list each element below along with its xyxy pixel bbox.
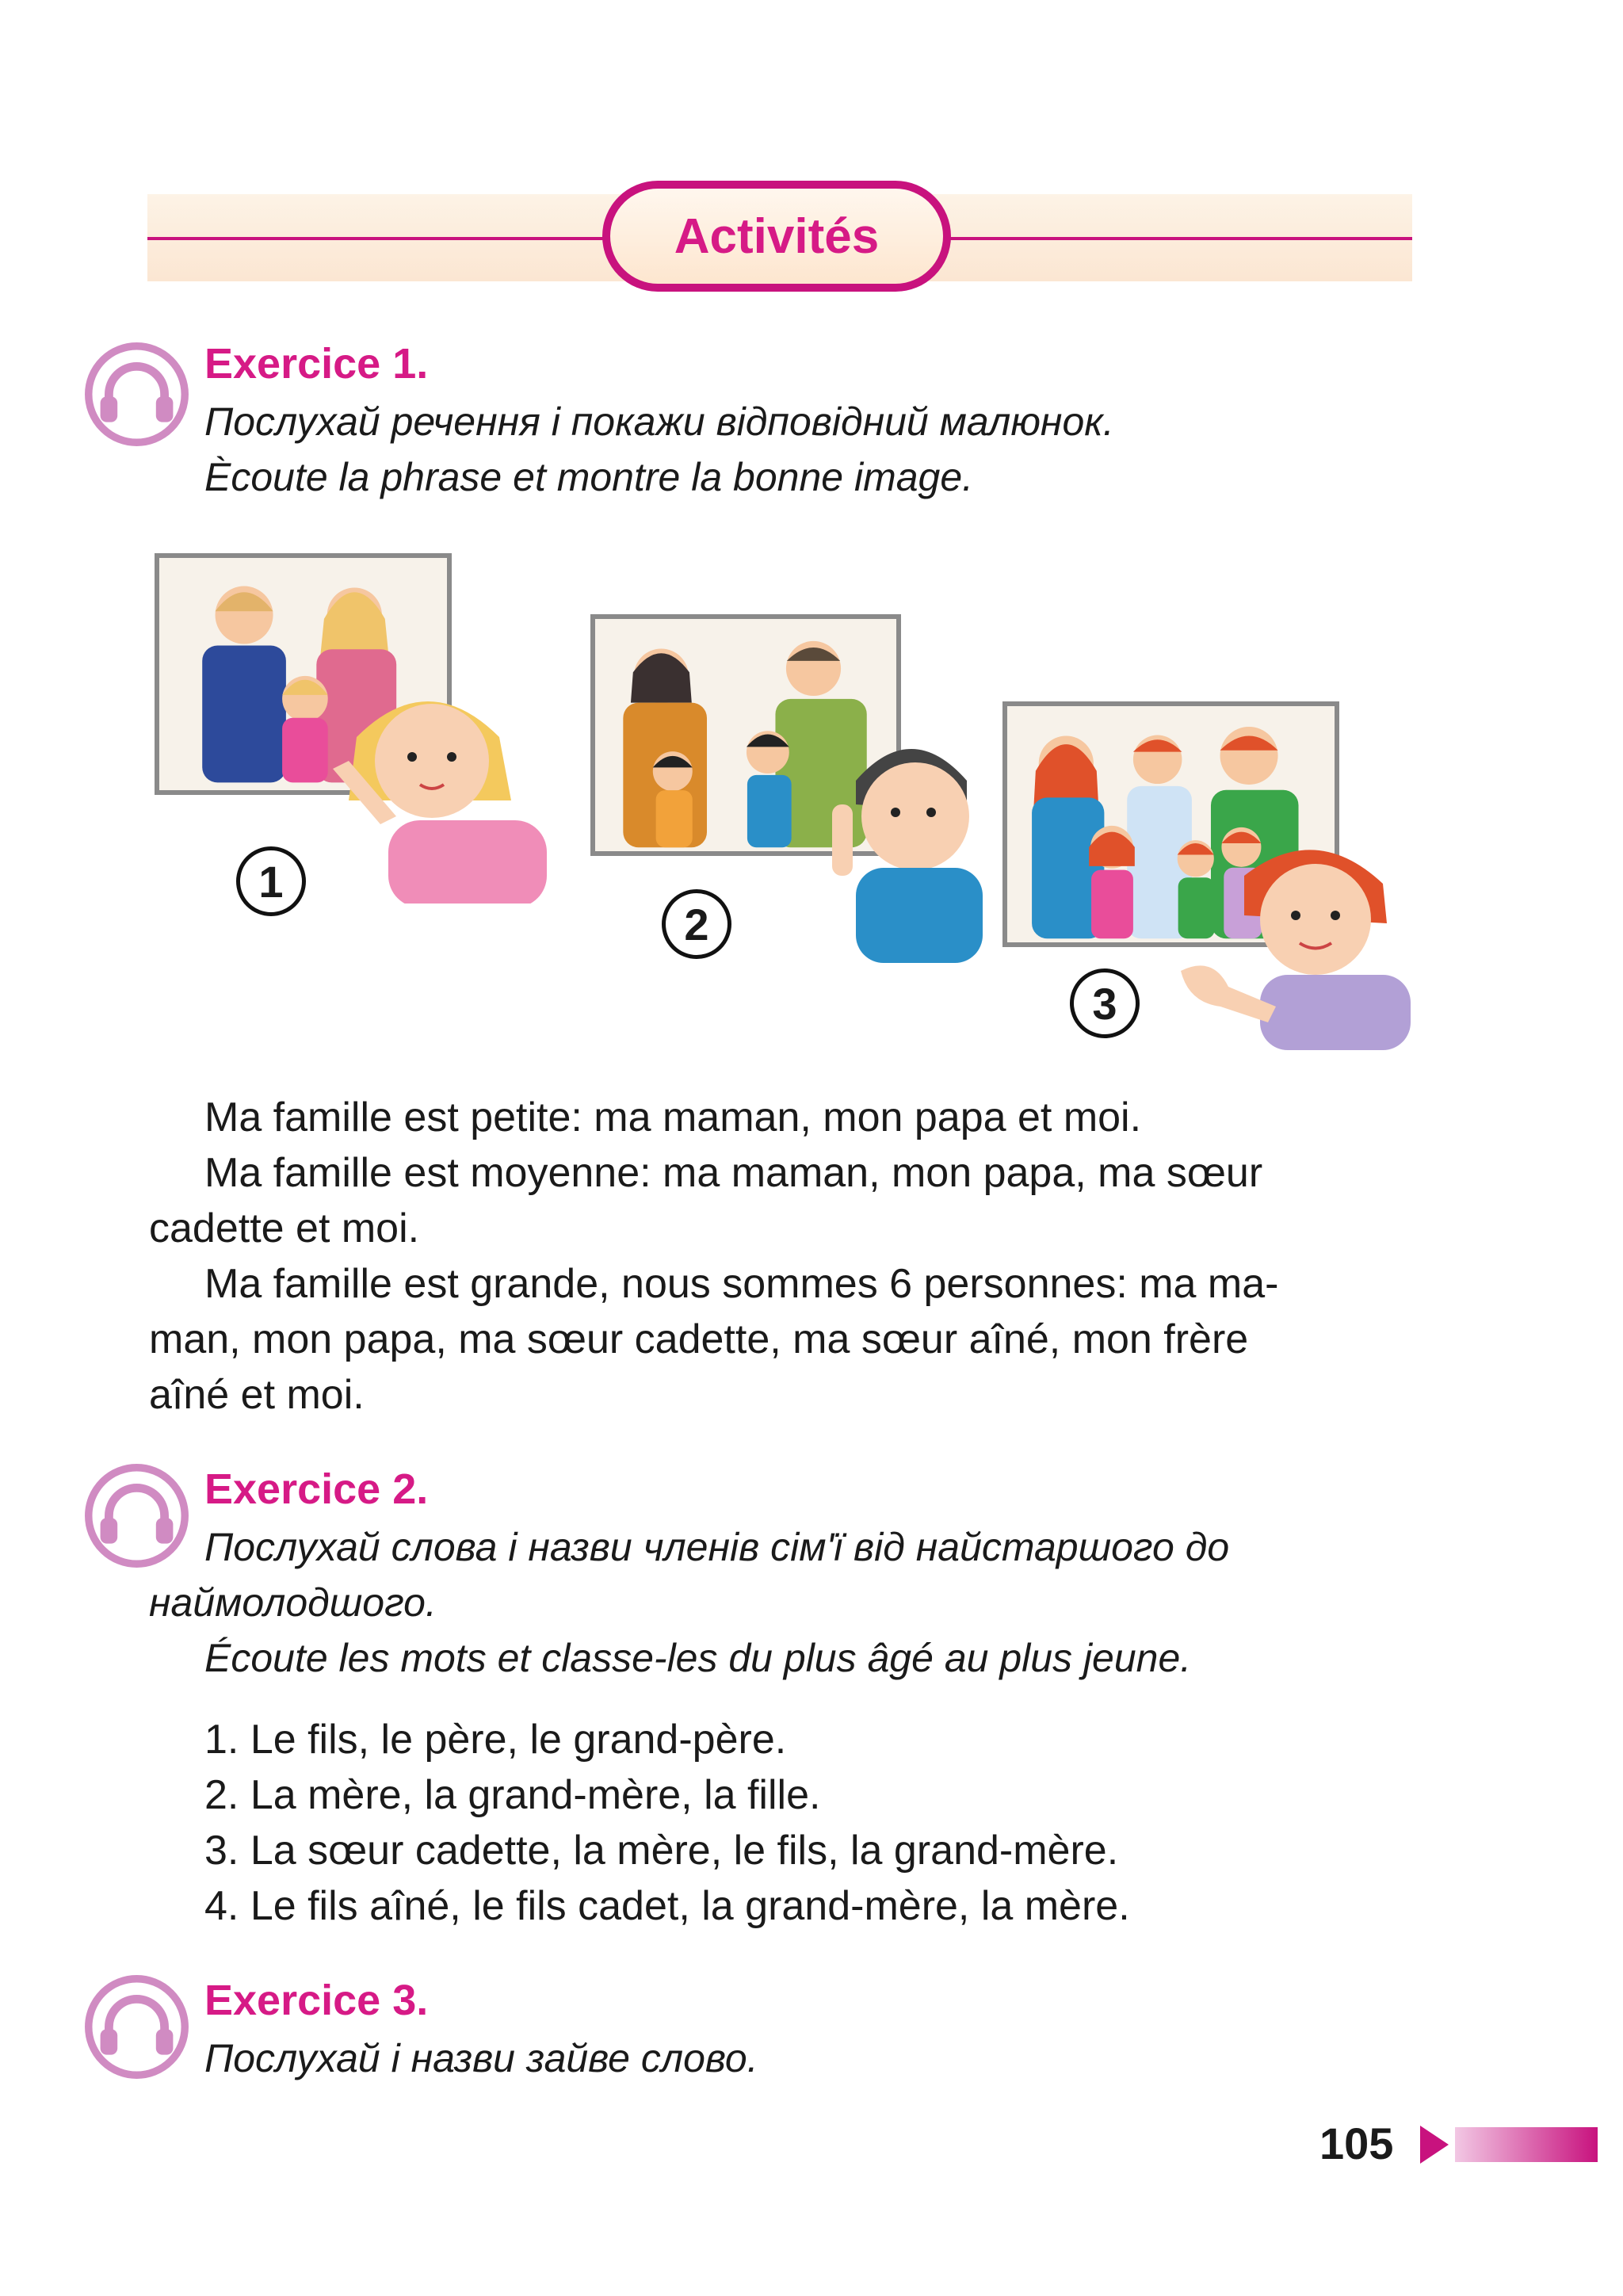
page-number: 105 (1319, 2118, 1394, 2168)
page-arrow-icon (1420, 2126, 1449, 2164)
sentence-3-line-1: Ma famille est grande, nous sommes 6 personnes: ma ma- (204, 1261, 1279, 1307)
headphones-icon[interactable] (83, 1462, 190, 1569)
red-haired-boy-illustration (1181, 828, 1411, 1050)
sentence-2-line-2: cadette et moi. (149, 1205, 420, 1251)
girl-illustration (333, 666, 563, 904)
exercise-2-instruction-uk-line-2: наймолодшого. (149, 1580, 437, 1625)
list-item: 4. Le fils aîné, le fils cadet, la grand-mère, la mère. (204, 1883, 1130, 1929)
sentence-2-line-1: Ma famille est moyenne: ma maman, mon papa, ma sœur (204, 1150, 1263, 1196)
exercise-2-title: Exercice 2. (204, 1465, 429, 1513)
headphones-icon[interactable] (83, 1973, 190, 2080)
exercise-2-instruction-uk-line-1: Послухай слова і назви членів сім'ї від найстаршого до (204, 1525, 1230, 1569)
exercise-2-instruction-fr: Écoute les mots et classe-les du plus âgé au plus jeune. (204, 1636, 1192, 1680)
picture-number-3: 3 (1070, 968, 1140, 1038)
exercise-1-instruction-uk: Послухай речення і покажи відповідний малюнок. (204, 399, 1114, 444)
exercise-3-title: Exercice 3. (204, 1977, 429, 2024)
exercise-1-title: Exercice 1. (204, 340, 429, 388)
activities-badge (602, 181, 951, 292)
list-item: 2. La mère, la grand-mère, la fille. (204, 1772, 821, 1818)
headphones-icon[interactable] (83, 341, 190, 448)
list-item: 1. Le fils, le père, le grand-père. (204, 1717, 787, 1763)
exercise-3-instruction-uk: Послухай і назви зайве слово. (204, 2036, 758, 2080)
sentence-3-line-3: aîné et moi. (149, 1372, 365, 1418)
picture-number-2: 2 (662, 889, 731, 959)
page-bar (1455, 2127, 1598, 2162)
picture-number-1: 1 (236, 846, 306, 916)
list-item: 3. La sœur cadette, la mère, le fils, la grand-mère. (204, 1828, 1119, 1874)
sentence-1: Ma famille est petite: ma maman, mon papa et moi. (204, 1095, 1142, 1140)
activities-title: Activités (674, 208, 880, 264)
boy-illustration (824, 717, 983, 963)
exercise-1-instruction-fr: Ècoute la phrase et montre la bonne image. (204, 455, 974, 499)
sentence-3-line-2: man, mon papa, ma sœur cadette, ma sœur aîné, mon frère (149, 1316, 1249, 1362)
